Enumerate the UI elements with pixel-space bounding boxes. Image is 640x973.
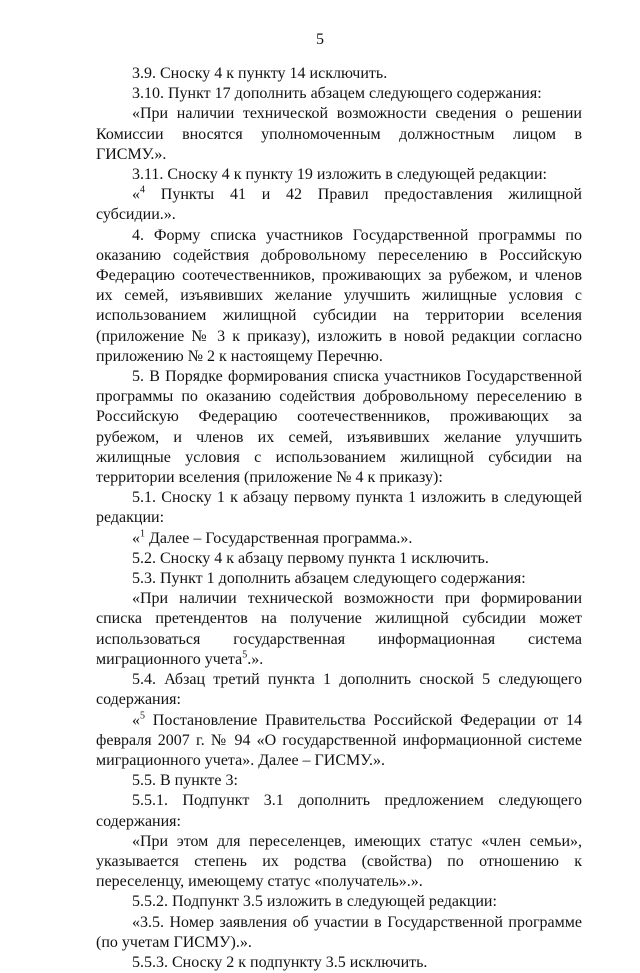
footnote-marker: 5 [242, 649, 248, 661]
footnote-marker: 1 [140, 528, 145, 540]
paragraph-5-5-1: 5.5.1. Подпункт 3.1 дополнить предложением следующего содержания: [96, 792, 582, 830]
footnote-text: Далее – Государственная программа.». [145, 529, 413, 547]
page-number: 5 [316, 31, 324, 48]
paragraph-3-10-quote: «При наличии технической возможности сведения о решении Комиссии вносятся уполномоченным должностным лицом в ГИСМУ.». [96, 105, 582, 163]
quote-open: « [132, 711, 140, 729]
footnote-marker: 4 [140, 184, 145, 196]
paragraph-5-5-2-quote: «3.5. Номер заявления об участии в Государственной программе (по учетам ГИСМУ).». [96, 913, 582, 951]
paragraph-5-5-3: 5.5.3. Сноску 2 к подпункту 3.5 исключить. [132, 953, 428, 971]
quote-end: .». [247, 650, 264, 668]
document-body [96, 64, 582, 973]
paragraph-5-1: 5.1. Сноску 1 к абзацу первому пункта 1 изложить в следующей редакции: [96, 489, 582, 527]
paragraph-5-3-quote [96, 589, 582, 670]
paragraph-5-5: 5.5. В пункте 3: [132, 772, 238, 790]
footnote-text: Постановление Правительства Российской Федерации от 14 февраля 2007 г. № 94 «О государственной информационной системе миграционного учета». Далее – ГИСМУ.». [96, 711, 582, 769]
paragraph-5-2: 5.2. Сноску 4 к абзацу первому пункта 1 исключить. [132, 549, 489, 567]
paragraph-3-11-footnote [96, 185, 582, 225]
footnote-text: Пункты 41 и 42 Правил предоставления жилищной субсидии.». [96, 186, 582, 224]
paragraph-5-4: 5.4. Абзац третий пункта 1 дополнить сноской 5 следующего содержания: [96, 671, 582, 709]
quote-text: «При наличии технической возможности при формировании списка претендентов на получение жилищной субсидии может использоваться государственная информационная система миграционного учета [96, 590, 582, 668]
paragraph-5-4-footnote [96, 711, 582, 772]
paragraph-3-9: 3.9. Сноску 4 к пункту 14 исключить. [132, 65, 388, 82]
paragraph-5-5-2: 5.5.2. Подпункт 3.5 изложить в следующей редакции: [132, 893, 497, 911]
footnote-marker: 5 [140, 710, 145, 722]
paragraph-5: 5. В Порядке формирования списка участников Государственной программы по оказанию содействия добровольному переселению в Российскую Федерацию соотечественников, проживающих за рубежом, и членов их семей, изъявивших желание улучшить жилищные условия с использованием жилищной субсидии на территории вселения (приложение № 4 к приказу): [96, 368, 582, 487]
paragraph-3-11: 3.11. Сноску 4 к пункту 19 изложить в следующей редакции: [132, 166, 547, 184]
paragraph-5-3: 5.3. Пункт 1 дополнить абзацем следующего содержания: [132, 570, 526, 588]
paragraph-4: 4. Форму списка участников Государственной программы по оказанию содействия добровольному переселению в Российскую Федерацию соотечественников, проживающих за рубежом, и членов их семей, изъявивших желание улучшить жилищные условия с использованием жилищной субсидии на территории вселения (приложение № 3 к приказу), изложить в новой редакции согласно приложению № 2 к настоящему Перечню. [96, 226, 582, 365]
quote-open: « [132, 186, 140, 204]
quote-open: « [132, 529, 140, 547]
paragraph-5-5-1-quote: «При этом для переселенцев, имеющих статус «член семьи», указывается степень их родства (свойства) по отношению к переселенцу, имеющему статус «получатель».». [96, 832, 582, 891]
paragraph-3-10: 3.10. Пункт 17 дополнить абзацем следующего содержания: [132, 85, 542, 103]
paragraph-5-1-footnote [96, 529, 582, 549]
